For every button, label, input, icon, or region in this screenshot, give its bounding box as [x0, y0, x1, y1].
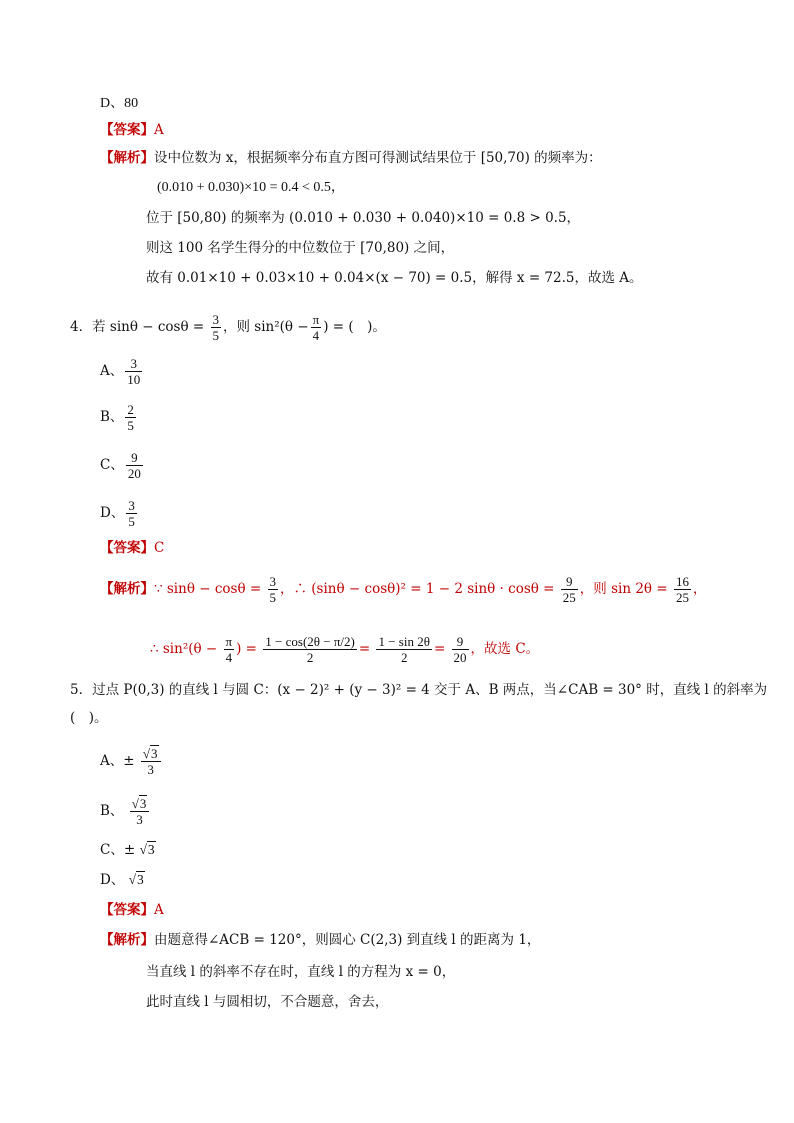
option-label: D、: [100, 505, 125, 521]
option-a: [100, 746, 163, 777]
sqrt: √3: [139, 842, 155, 857]
option-label: B、: [100, 803, 124, 819]
analysis-tag: 【解析】: [100, 932, 154, 948]
answer-value: A: [154, 122, 164, 138]
analysis-line: 当直线 l 的斜率不存在时，直线 l 的方程为 x = 0，: [146, 964, 456, 980]
analysis-line: 此时直线 l 与圆相切，不合题意，舍去，: [146, 994, 389, 1010]
option-label: C、: [100, 457, 124, 473]
fraction: $\frac{√3}{3}$: [130, 796, 150, 827]
fraction: $\frac{3}{5}$: [212, 312, 219, 343]
option-d: D、80: [100, 96, 139, 111]
option-label: D、: [100, 872, 125, 888]
answer-tag: 【答案】: [100, 902, 154, 918]
analysis-line: 则这 100 名学生得分的中位数位于 [70,80) 之间，: [146, 240, 455, 256]
stem-text: 若 sinθ − cosθ =: [92, 319, 205, 335]
analysis-row: [100, 148, 602, 168]
analysis-text: ，: [692, 581, 707, 597]
analysis-text: ) =: [236, 641, 257, 657]
answer-row: [100, 538, 164, 558]
answer-tag: 【答案】: [100, 540, 154, 556]
analysis-line: 设中位数为 x，根据频率分布直方图可得测试结果位于 [50,70) 的频率为：: [154, 150, 602, 166]
answer-value: A: [154, 902, 164, 918]
option-b: [100, 402, 138, 433]
fraction: $\frac{3}{10}$: [127, 356, 141, 387]
fraction: $\frac{√3}{3}$: [141, 746, 161, 777]
analysis-row: [100, 574, 706, 605]
option-label: B、: [100, 409, 124, 425]
analysis-text: ∴ sin²(θ −: [150, 641, 218, 657]
answer-row: [100, 120, 164, 140]
analysis-text: =: [433, 641, 446, 657]
question-4-stem: [70, 312, 386, 343]
analysis-tag: 【解析】: [100, 150, 154, 166]
fraction: $\frac{3}{5}$: [269, 574, 276, 605]
analysis-text: ，∴ (sinθ − cosθ)² = 1 − 2 sinθ · cosθ =: [280, 581, 555, 597]
option-c: [100, 840, 156, 860]
analysis-text: ∵ sinθ − cosθ =: [154, 581, 262, 597]
analysis-line: 由题意得∠ACB = 120°，则圆心 C(2,3) 到直线 l 的距离为 1，: [154, 932, 541, 948]
answer-row: [100, 900, 164, 920]
fraction: $\frac{16}{25}$: [675, 574, 689, 605]
fraction: $\frac{9}{20}$: [453, 634, 467, 665]
analysis-line: [150, 634, 539, 665]
answer-value: C: [154, 540, 165, 556]
answer-tag: 【答案】: [100, 122, 154, 138]
sign: ±: [123, 753, 135, 769]
analysis-text: ，则 sin 2θ =: [579, 581, 668, 597]
fraction: $\frac{2}{5}$: [127, 402, 134, 433]
analysis-row: [100, 930, 540, 950]
stem-text: ，则 sin²(θ −: [223, 319, 309, 335]
question-5-stem: [70, 680, 767, 700]
fraction: $\frac{3}{5}$: [128, 498, 135, 529]
stem-text: 过点 P(0,3) 的直线 l 与圆 C：(x − 2)² + (y − 3)² = 4 交于 A、B 两点，当∠CAB = 30° 时，直线 l 的斜率为: [92, 682, 768, 698]
question-number: 5．: [70, 682, 93, 698]
fraction: $\frac{1 - \cos(2\theta - \pi/2)}{2}$: [265, 634, 355, 665]
option-label: A、: [100, 363, 124, 379]
fraction: $\frac{9}{20}$: [127, 450, 141, 481]
analysis-text: =: [358, 641, 371, 657]
option-d: [100, 870, 145, 890]
analysis-text: ，故选 C。: [470, 641, 540, 657]
analysis-line: 故有 0.01×10 + 0.03×10 + 0.04×(x − 70) = 0.5，解得 x = 72.5，故选 A。: [146, 270, 643, 286]
fraction: $\frac{1 - \sin 2\theta}{2}$: [378, 634, 430, 665]
fraction: $\frac{\pi}{4}$: [225, 634, 233, 665]
question-5-stem-cont: ( )。: [70, 710, 108, 726]
fraction: $\frac{9}{25}$: [562, 574, 576, 605]
option-b: [100, 796, 151, 827]
sign: ±: [123, 842, 136, 858]
option-label: C、: [100, 842, 124, 858]
analysis-line: (0.010 + 0.030)×10 = 0.4 < 0.5，: [157, 180, 345, 195]
analysis-tag: 【解析】: [100, 581, 154, 597]
question-number: 4．: [70, 319, 93, 335]
stem-text: ) = ( )。: [323, 319, 386, 335]
option-d: [100, 498, 139, 529]
option-c: [100, 450, 145, 481]
option-label: A、: [100, 753, 124, 769]
analysis-line: 位于 [50,80) 的频率为 (0.010 + 0.030 + 0.040)×10 = 0.8 > 0.5，: [146, 210, 581, 226]
fraction: $\frac{\pi}{4}$: [312, 312, 320, 343]
option-a: [100, 356, 144, 387]
sqrt: √3: [128, 872, 144, 887]
